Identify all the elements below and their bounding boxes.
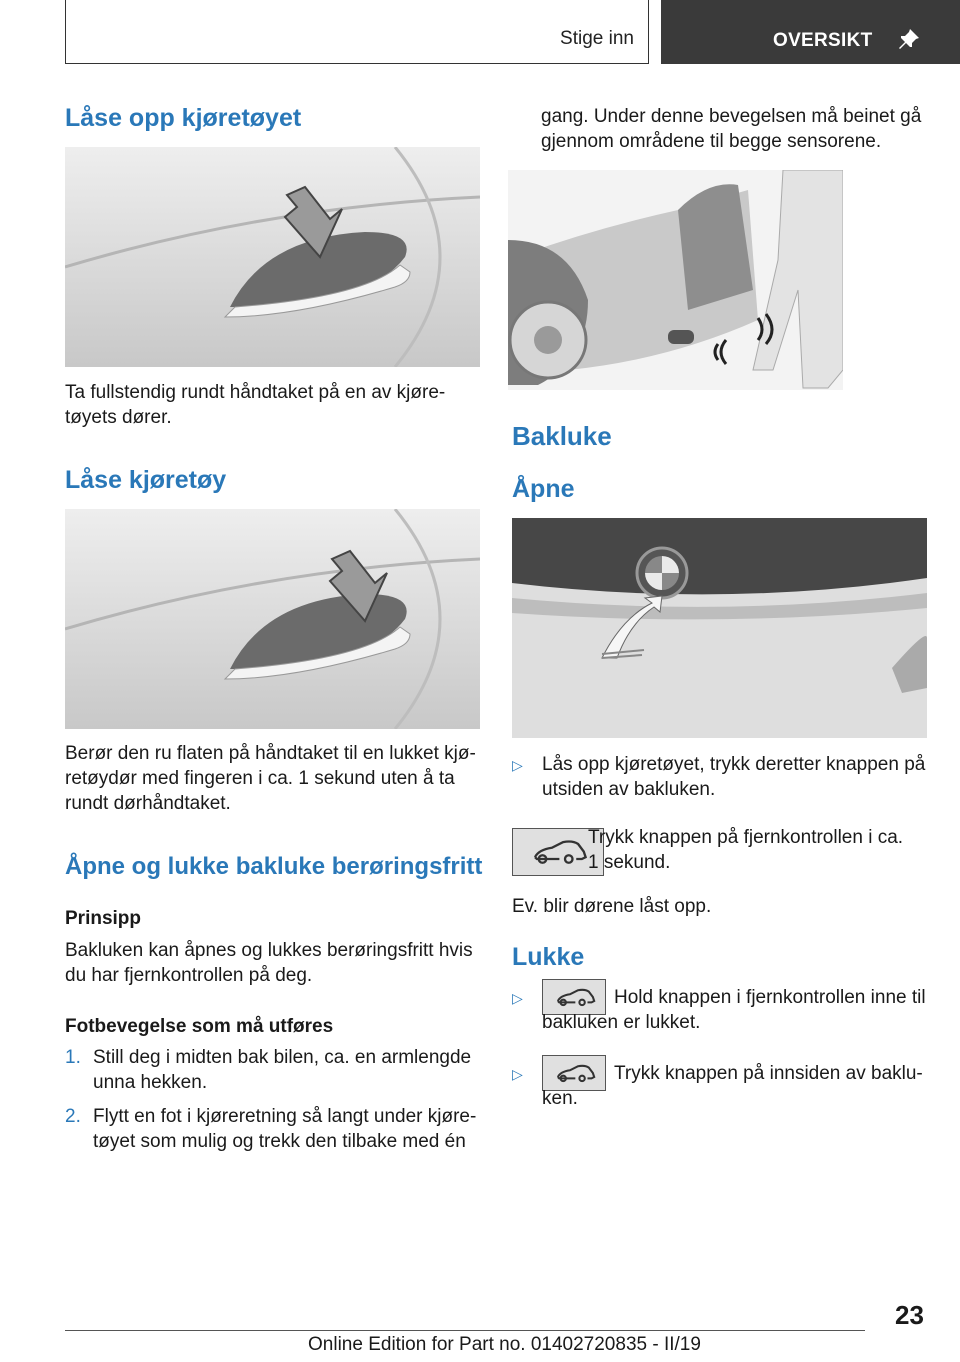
- figure-tailgate-button: [512, 518, 927, 738]
- doors-text: Ev. blir dørene låst opp.: [512, 896, 712, 917]
- heading-open: Åpne: [512, 475, 575, 503]
- list-item: [512, 985, 932, 1037]
- heading-touchless: Åpne og lukke bakluke berøringsfritt: [65, 853, 483, 880]
- step-text: Still deg i midten bak bilen, ca. en armlengde unna hekken.: [93, 1047, 472, 1093]
- step-number: 1.: [65, 1047, 81, 1068]
- footer-divider: [65, 1330, 865, 1331]
- open-bullet-text: Lås opp kjøretøyet, trykk deretter knappen på utsiden av bakluken.: [542, 754, 926, 800]
- list-item: [512, 752, 932, 804]
- step-text: Flytt en fot i kjøreretning så langt under kjøre- tøyet som mulig og trekk den tilbake med én: [93, 1106, 477, 1152]
- header-tab-label: OVERSIKT: [773, 30, 873, 51]
- header-tab-oversikt[interactable]: [661, 0, 960, 64]
- heading-unlock: Låse opp kjøretøyet: [65, 104, 302, 132]
- figure-door-handle-unlock: [65, 147, 480, 367]
- bullet-marker: ▷: [512, 757, 523, 773]
- footer-edition: Online Edition for Part no. 01402720835 - II/19: [308, 1334, 701, 1355]
- list-item: [512, 1061, 932, 1113]
- remote-text: Trykk knappen på fjernkontrollen i ca. 1 sekund.: [588, 827, 904, 873]
- bullet-marker: ▷: [512, 990, 523, 1006]
- close-bullet-1-text: Hold knappen i fjernkontrollen inne til bakluken er lukket.: [542, 987, 926, 1033]
- close-bullet-2-text: Trykk knappen på innsiden av baklu- ken.: [542, 1063, 923, 1109]
- page-number: 23: [895, 1300, 924, 1330]
- principle-text: Bakluken kan åpnes og lukkes berøringsfritt hvis du har fjernkontrollen på deg.: [65, 940, 473, 986]
- step-number: 2.: [65, 1106, 81, 1127]
- header-section-title: Stige inn: [560, 28, 634, 49]
- heading-close: Lukke: [512, 943, 585, 971]
- list-item: [65, 1104, 485, 1156]
- lock-text: Berør den ru flaten på håndtaket til en lukket kjø- retøydør med fingeren i ca. 1 sekund uten å ta rundt dørhåndtaket.: [65, 743, 476, 814]
- continued-text: gang. Under denne bevegelsen må beinet gå gjennom områdene til begge sensorene.: [541, 106, 922, 152]
- figure-foot-sensor: [508, 170, 843, 390]
- heading-lock: Låse kjøretøy: [65, 466, 227, 494]
- unlock-text: Ta fullstendig rundt håndtaket på en av kjøre- tøyets dører.: [65, 382, 446, 428]
- pin-icon: [897, 28, 921, 52]
- figure-door-handle-lock: [65, 509, 480, 729]
- header-section-box: [65, 0, 649, 64]
- heading-tailgate: Bakluke: [512, 421, 612, 451]
- list-item: [65, 1045, 485, 1097]
- bullet-marker: ▷: [512, 1066, 523, 1082]
- heading-motion: Fotbevegelse som må utføres: [65, 1016, 334, 1037]
- heading-principle: Prinsipp: [65, 908, 142, 929]
